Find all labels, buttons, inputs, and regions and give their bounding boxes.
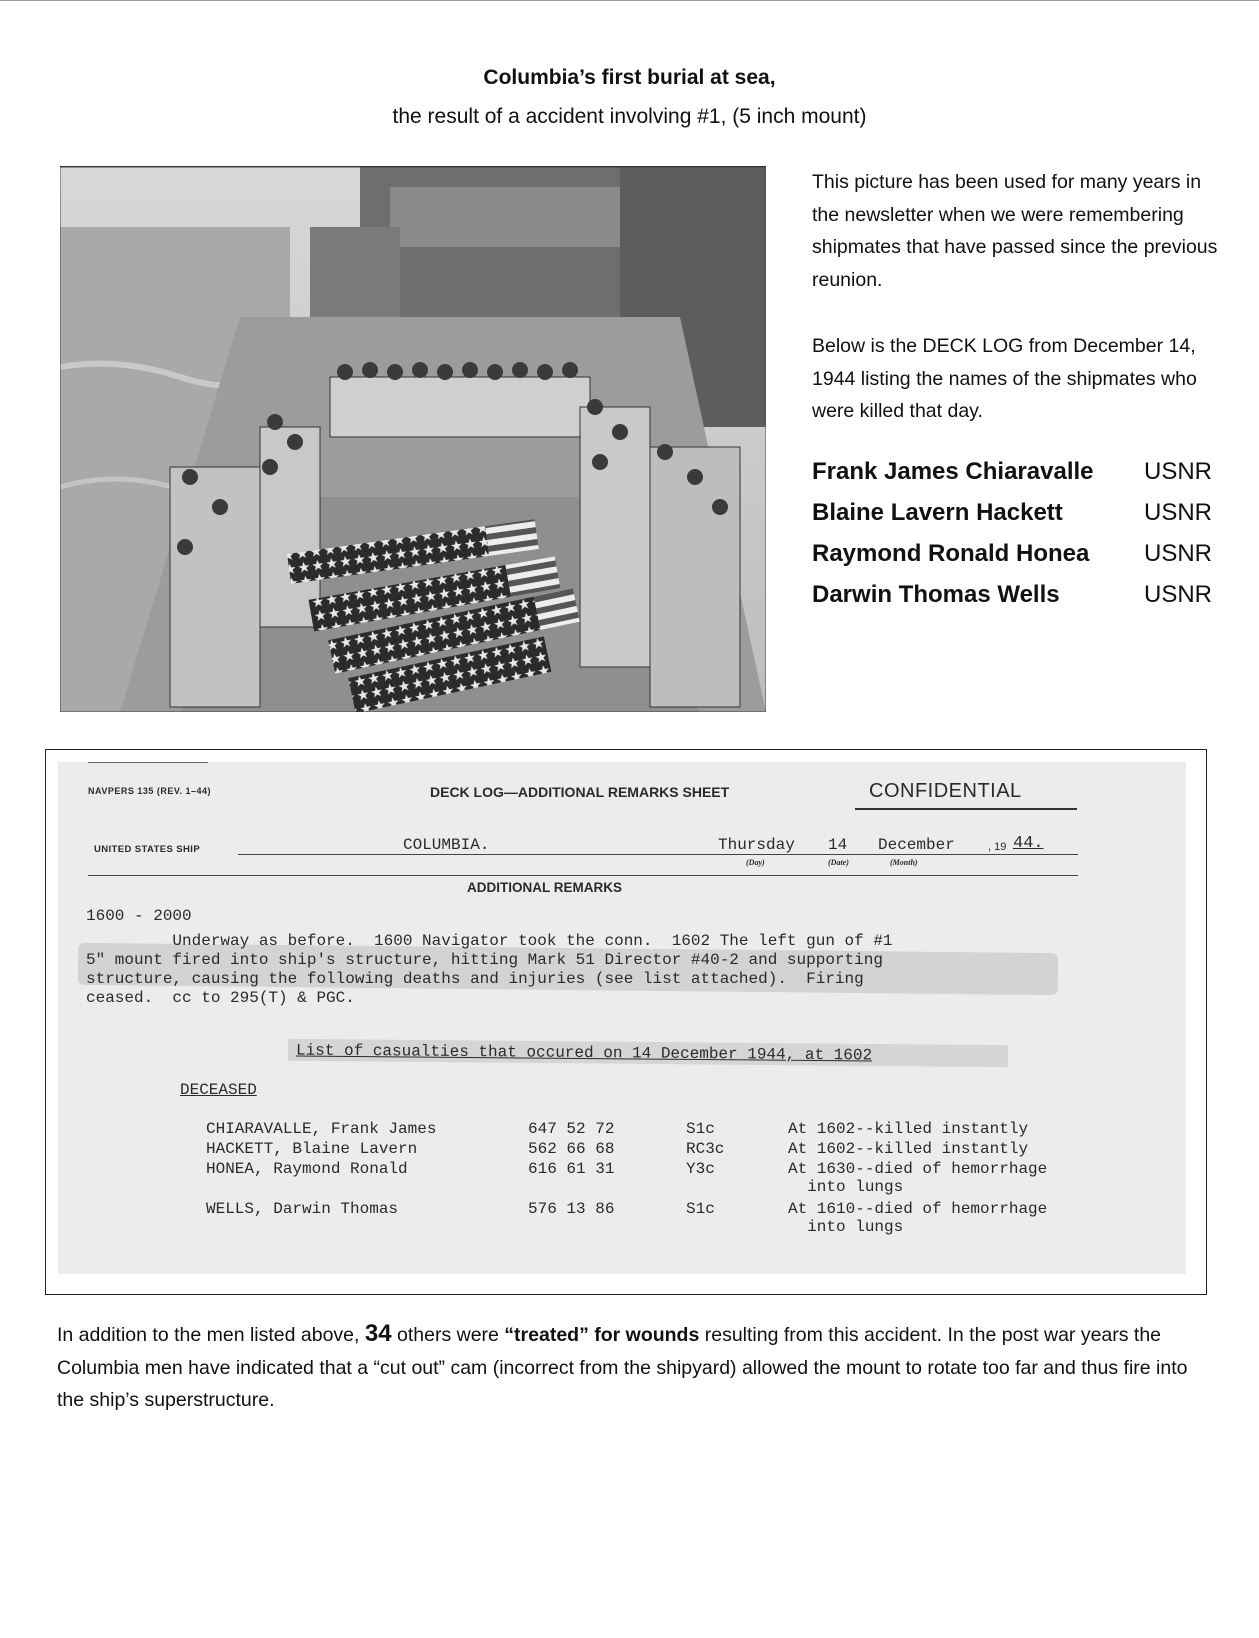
casualty-entry-note: At 1630--died of hemorrhage into lungs: [788, 1160, 1048, 1196]
ship-label: UNITED STATES SHIP: [94, 844, 201, 855]
casualty-entry-number: 616 61 31: [528, 1160, 615, 1178]
name-row: [812, 540, 1212, 581]
casualty-name: Darwin Thomas Wells: [812, 581, 1060, 608]
remarks-section-title: ADDITIONAL REMARKS: [467, 880, 622, 895]
name-row: [812, 499, 1212, 540]
burial-at-sea-photo: [60, 166, 766, 712]
casualty-entry-name: CHIARAVALLE, Frank James: [206, 1120, 437, 1138]
casualty-entry-rate: Y3c: [686, 1160, 715, 1178]
classification-label: CONFIDENTIAL: [869, 780, 1022, 802]
ship-rule: [238, 854, 1078, 855]
remark-text: [86, 932, 1086, 1008]
header-rule: [88, 875, 1078, 876]
casualty-name: Blaine Lavern Hackett: [812, 499, 1063, 526]
classification-underline: [855, 808, 1077, 810]
wounded-count: 34: [364, 1320, 392, 1347]
top-rule: [0, 0, 1259, 1]
casualty-entry-number: 562 66 68: [528, 1140, 615, 1158]
remark-line: structure, causing the following deaths and injuries (see list attached). Firing: [86, 970, 864, 988]
log-date: 14: [828, 836, 848, 854]
casualty-entry-note: At 1602--killed instantly: [788, 1140, 1029, 1158]
name-row: [812, 581, 1212, 622]
remark-line: ceased. cc to 295(T) & PGC.: [86, 989, 355, 1007]
deck-log-frame: [45, 749, 1207, 1295]
footer-text-3: resulting from this accident. In the post war years the Columbia men have indicated that a “cut out” cam (incorrect from the shipyard) allowed the mount to rotate too far and thus fire into the ship’s superstructure.: [57, 1324, 1188, 1411]
watch-time: 1600 - 2000: [86, 907, 192, 925]
casualty-list-title: List of casualties that occured on 14 December 1944, at 1602: [295, 1041, 873, 1065]
casualty-entry-name: HONEA, Raymond Ronald: [206, 1160, 408, 1178]
footer-paragraph: [57, 1318, 1207, 1417]
casualty-entry-note: At 1602--killed instantly: [788, 1120, 1029, 1138]
casualty-entry-name: HACKETT, Blaine Lavern: [206, 1140, 418, 1158]
ship-name: COLUMBIA.: [403, 836, 490, 854]
form-id: NAVPERS 135 (REV. 1–44): [88, 786, 212, 796]
service-branch: USNR: [1143, 581, 1212, 608]
casualty-entry-rate: RC3c: [686, 1140, 725, 1158]
deck-log-intro: Below is the DECK LOG from December 14, 1944 listing the names of the shipmates who were killed that day.: [812, 335, 1197, 422]
name-row: [812, 458, 1212, 499]
casualty-entry-note: At 1610--died of hemorrhage into lungs: [788, 1200, 1048, 1236]
casualty-name: Raymond Ronald Honea: [812, 540, 1090, 567]
casualty-entry-rate: S1c: [686, 1200, 715, 1218]
log-year: 44.: [1013, 834, 1044, 853]
casualty-entry-number: 647 52 72: [528, 1120, 615, 1138]
photo-description: This picture has been used for many years in the newsletter when we were remembering shipmates that have passed since the previous reunion.: [812, 171, 1218, 291]
deceased-label: DECEASED: [180, 1081, 257, 1099]
log-year-prefix: , 19: [988, 841, 1007, 853]
service-branch: USNR: [1143, 499, 1212, 526]
footer-text-2: others were: [391, 1324, 505, 1346]
log-month: December: [878, 836, 955, 854]
deck-log-sheet: [58, 762, 1186, 1274]
casualty-name-list: [812, 458, 1212, 622]
month-caption: (Month): [890, 858, 918, 867]
deck-log-heading: DECK LOG—ADDITIONAL REMARKS SHEET: [430, 784, 730, 800]
remark-line: Underway as before. 1600 Navigator took the conn. 1602 The left gun of #1: [86, 932, 893, 950]
casualty-entry-rate: S1c: [686, 1120, 715, 1138]
page-title: Columbia’s first burial at sea,: [483, 66, 776, 89]
service-branch: USNR: [1143, 540, 1212, 567]
footer-text-1: In addition to the men listed above,: [57, 1324, 365, 1346]
treated-emphasis: “treated” for wounds: [504, 1324, 700, 1346]
remark-line: 5" mount fired into ship's structure, hitting Mark 51 Director #40-2 and supporting: [86, 951, 883, 969]
casualty-name: Frank James Chiaravalle: [812, 458, 1094, 485]
casualty-entry-number: 576 13 86: [528, 1200, 615, 1218]
service-branch: USNR: [1143, 458, 1212, 485]
casualty-entry-name: WELLS, Darwin Thomas: [206, 1200, 399, 1218]
date-caption: (Date): [828, 858, 849, 867]
form-rule: [88, 762, 208, 763]
photo-illustration: [60, 167, 766, 712]
page-subtitle: the result of a accident involving #1, (5 inch mount): [392, 105, 867, 128]
day-caption: (Day): [746, 858, 765, 867]
log-day: Thursday: [718, 836, 795, 854]
